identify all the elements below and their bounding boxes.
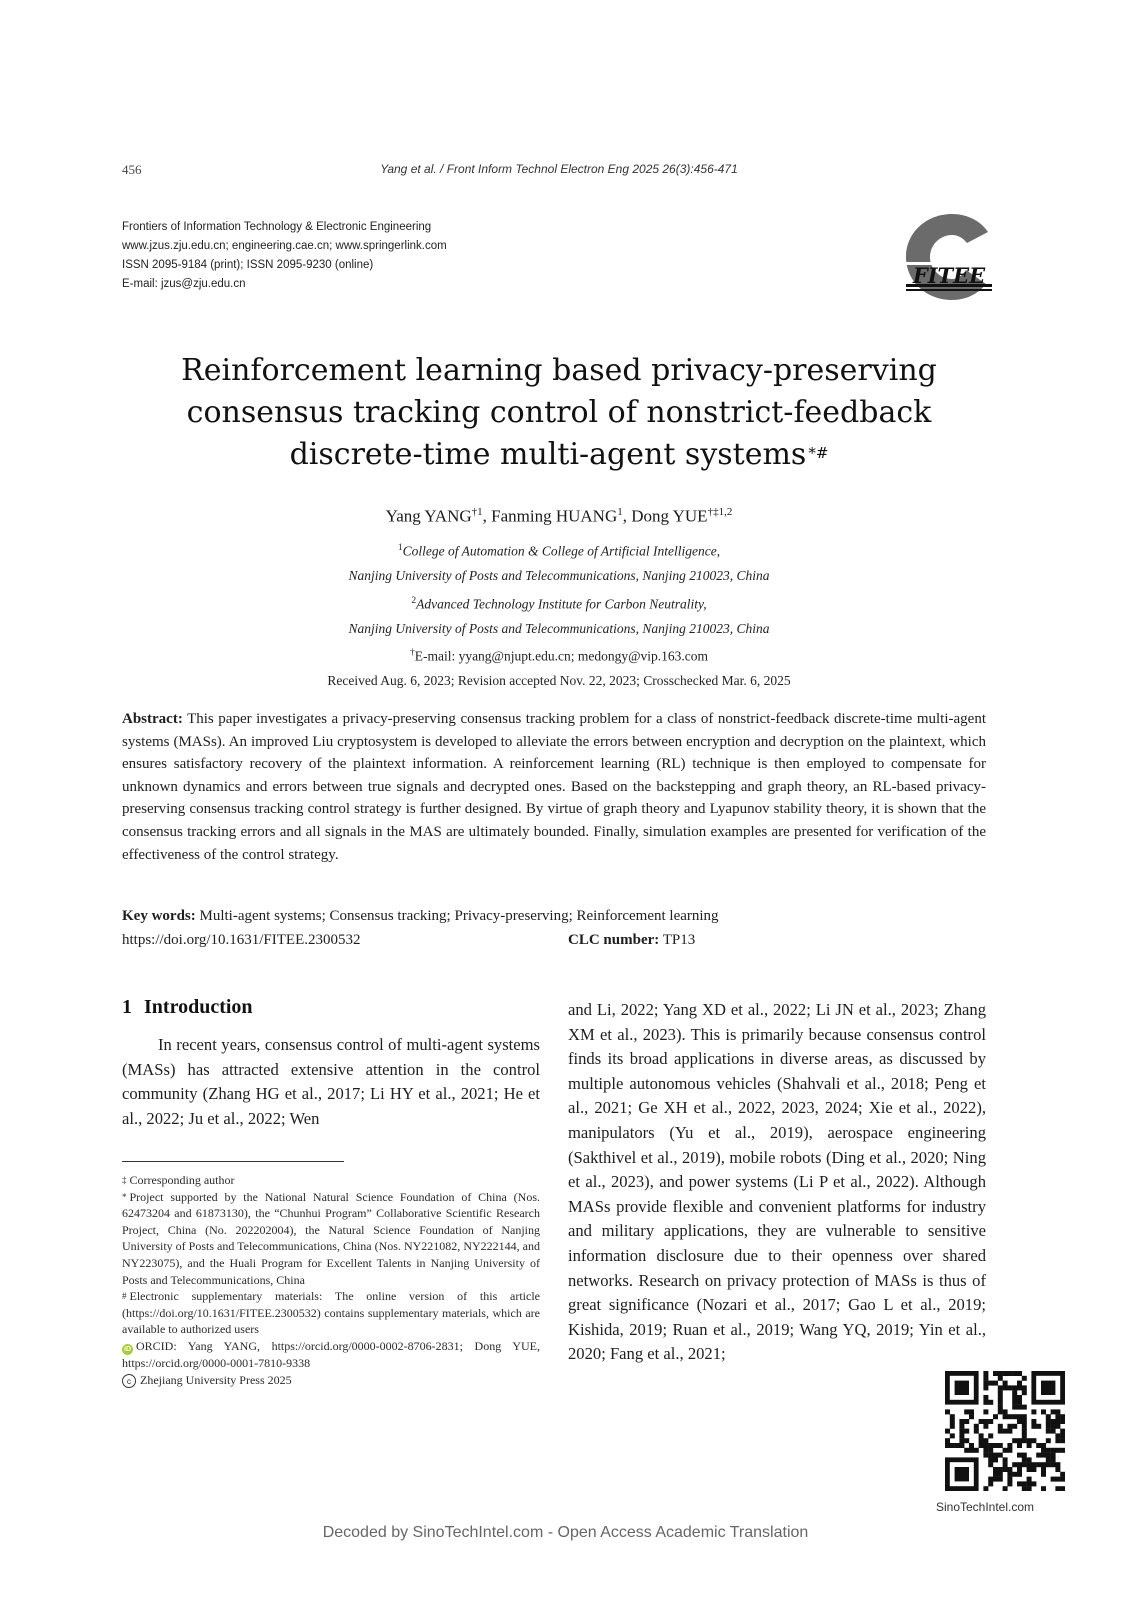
qr-code-icon[interactable] [936, 1362, 1074, 1500]
abstract [122, 708, 986, 866]
affiliation-text: Advanced Technology Institute for Carbon Neutrality, [416, 596, 707, 611]
author-name: Dong YUE [631, 506, 708, 526]
footnote-divider [122, 1161, 344, 1162]
footnote-text: Project supported by the National Natural Science Foundation of China (Nos. 62473204 and 61873130), the “Chunhui Program” Collaborative Scientific Research Project, China (No. 202202004), the Natural Science Foundation of Nanjing University of Posts and Telecommunications, China (Nos. NY221082, NY222144, and NY223075), and the Huali Program for Excellent Talents in Nanjing University of Posts and Telecommunications, China [122, 1189, 540, 1287]
author-name: Fanming HUANG [491, 506, 618, 526]
paper-title [122, 350, 996, 476]
fitee-logo [900, 214, 996, 300]
section-title: Introduction [144, 996, 253, 1018]
footnote-text: Corresponding author [129, 1173, 235, 1187]
title-line-3-text: discrete-time multi-agent systems [289, 437, 807, 472]
footnote-text: Electronic supplementary materials: The online version of this article (https://doi.org/10.1631/FITEE.2300532) contains supplementary materials, which are available to authorized users [122, 1289, 540, 1337]
right-column [568, 998, 986, 1430]
author-name: Yang YANG [385, 506, 472, 526]
keywords [122, 908, 986, 925]
journal-websites[interactable]: www.jzus.zju.edu.cn; engineering.cae.cn; www.springerlink.com [122, 240, 447, 252]
orcid-text[interactable]: ORCID: Yang YANG, https://orcid.org/0000-0002-8706-2831; Dong YUE, https://orcid.org/0000-0001-7810-9338 [122, 1338, 540, 1370]
author-email[interactable] [122, 641, 996, 669]
author-marks: †1 [471, 506, 483, 518]
section-number: 1 [122, 996, 132, 1018]
left-column [122, 996, 540, 1131]
running-title: Yang et al. / Front Inform Technol Electron Eng 2025 26(3):456-471 [380, 162, 738, 176]
copyright-text: Zhejiang University Press 2025 [140, 1372, 292, 1387]
clc-value: TP13 [662, 932, 696, 948]
article-dates: Received Aug. 6, 2023; Revision accepted Nov. 22, 2023; Crosschecked Mar. 6, 2025 [327, 673, 791, 688]
title-line-1: Reinforcement learning based privacy-preserving [181, 353, 937, 388]
footnote-mark: ‡ [122, 1175, 127, 1185]
orcid-icon: iD [124, 1345, 131, 1353]
email-text[interactable]: E-mail: yyang@njupt.edu.cn; medongy@vip.163.com [414, 648, 709, 664]
journal-issn: ISSN 2095-9184 (print); ISSN 2095-9230 (online) [122, 259, 374, 271]
title-line-3 [122, 434, 996, 476]
page-number: 456 [122, 162, 142, 177]
abstract-text: This paper investigates a privacy-preserving consensus tracking problem for a class of nonstrict-feedback discrete-time multi-agent systems (MASs). An improved Liu cryptosystem is developed to alleviate the errors between encryption and decryption on the plaintext, which ensures satisfactory recovery of the plaintext information. A reinforcement learning (RL) technique is then employed to compensate for unknown dynamics and errors between true signals and decrypted ones. Based on the backstepping and graph theory, an RL-based privacy-preserving consensus tracking control strategy is further designed. By virtue of graph theory and Lyapunov stability theory, it is shown that the consensus tracking errors and all signals in the MAS are ultimately bounded. Finally, simulation examples are presented for verification of the effectiveness of the control strategy. [122, 711, 987, 863]
doi-clc-line [122, 932, 986, 954]
author-marks: 1 [617, 506, 623, 518]
clc-number [568, 932, 695, 949]
affiliation-mark: 1 [397, 543, 403, 553]
affiliation-1-line-2: Nanjing University of Posts and Telecommunications, Nanjing 210023, China [348, 568, 770, 583]
title-footnote-marks: *# [808, 444, 829, 462]
footnote-orcid[interactable] [122, 1338, 540, 1372]
affiliations [122, 536, 996, 694]
abstract-label: Abstract: [122, 711, 183, 727]
affiliation-1-line-1 [122, 536, 996, 564]
watermark-site[interactable]: SinoTechIntel.com [935, 1500, 1035, 1514]
intro-paragraph-right: and Li, 2022; Yang XD et al., 2022; Li JN et al., 2023; Zhang XM et al., 2023). This is primarily because consensus control finds its broad applications in diverse areas, as discussed by multiple autonomous vehicles (Shahvali et al., 2018; Peng et al., 2021; Ge XH et al., 2022, 2023, 2024; Xie et al., 2022), manipulators (Yu et al., 2019), aerospace engineering (Sakthivel et al., 2019), mobile robots (Ding et al., 2020; Ning et al., 2023), and power systems (Li P et al., 2022). Although MASs provide flexible and convenient platforms for industry and military applications, they are vulnerable to sensitive information disclosure due to their openness over shared networks. Research on privacy protection of MASs is thus of great significance (Nozari et al., 2017; Gao L et al., 2019; Kishida, 2019; Ruan et al., 2019; Wang YQ, 2019; Yin et al., 2020; Fang et al., 2021; [568, 1000, 986, 1364]
intro-paragraph-left: In recent years, consensus control of multi-agent systems (MASs) has attracted extensive attention in the control community (Zhang HG et al., 2017; Li HY et al., 2021; He et al., 2022; Ju et al., 2022; Wen [122, 1035, 540, 1128]
journal-email[interactable]: E-mail: jzus@zju.edu.cn [122, 278, 246, 290]
watermark-banner: Decoded by SinoTechIntel.com - Open Access Academic Translation [322, 1524, 809, 1541]
affiliation-2-line-1 [122, 589, 996, 617]
footnote-corresponding [122, 1172, 540, 1189]
affiliation-text: College of Automation & College of Artificial Intelligence, [402, 543, 721, 559]
footnotes [122, 1172, 540, 1388]
doi-link[interactable]: https://doi.org/10.1631/FITEE.2300532 [122, 932, 361, 948]
logo-text: FITEE [912, 263, 986, 288]
footnote-project [122, 1189, 540, 1289]
journal-name: Frontiers of Information Technology & Electronic Engineering [122, 221, 432, 233]
fitee-logo-graphic [900, 214, 996, 300]
running-head [122, 162, 996, 182]
copyright-icon: c [122, 1374, 136, 1388]
footnote-mark: # [122, 1291, 127, 1302]
email-mark: † [409, 648, 415, 658]
authors: Yang YANG$^{\dagger 1}$, Fanming HUANG$^1$, Dong YUE$^{\dagger\ddagger 1,2}$ [385, 506, 733, 526]
title-line-2: consensus tracking control of nonstrict-feedback [186, 395, 932, 430]
clc-label: CLC number: [568, 932, 660, 948]
affiliation-2-line-2: Nanjing University of Posts and Telecommunications, Nanjing 210023, China [348, 620, 770, 636]
footnote-supplementary [122, 1288, 540, 1338]
author-marks: †‡1,2 [707, 506, 733, 518]
section-heading [122, 996, 540, 1019]
keywords-label: Key words: [122, 908, 196, 924]
journal-info [122, 218, 447, 294]
qr-code-graphic [945, 1371, 1065, 1491]
footnote-mark: * [122, 1191, 127, 1202]
affiliation-mark: 2 [411, 595, 417, 606]
keywords-text: Multi-agent systems; Consensus tracking; Privacy-preserving; Reinforcement learning [199, 908, 719, 924]
footnote-copyright [122, 1372, 540, 1389]
